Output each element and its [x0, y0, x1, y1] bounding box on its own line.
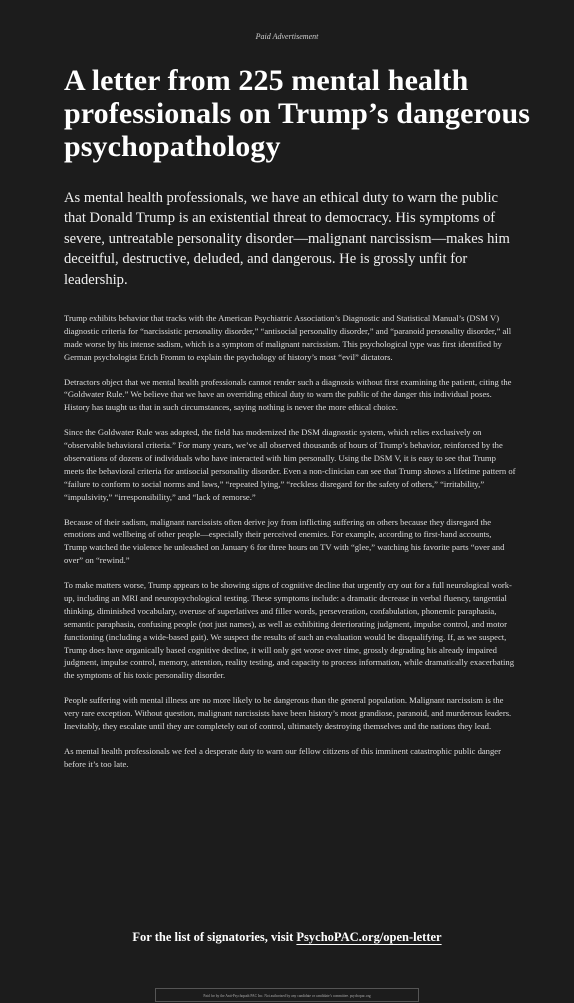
body-paragraph-7: As mental health professionals we feel a desperate duty to warn our fellow citizens of this imminent catastrophic public danger before it’s too late.	[64, 745, 501, 769]
body-paragraph-4: Because of their sadism, malignant narcissists often derive joy from inflicting suffering on others because they disregard the emotions and wellbeing of other people—especially their perceived enemies. For example, according to first-hand accounts, Trump watched the violence he unleashed on January 6 for three hours on TV with “glee,” watching his favorite parts “over and over” on “rewind.”	[64, 516, 505, 566]
body-paragraph-2: Detractors object that we mental health professionals cannot render such a diagnosis without first examining the patient, citing the “Goldwater Rule.” We believe that we have an overriding ethical duty to warn the public of the danger this individual poses. History has taught us that in such circumstances, saying nothing is never the more ethical choice.	[64, 376, 512, 413]
signatories-link[interactable]: PsychoPAC.org/open-letter	[296, 930, 442, 944]
signatories-callout	[0, 930, 574, 945]
body-paragraph-1: Trump exhibits behavior that tracks with the American Psychiatric Association’s Diagnostic and Statistical Manual’s (DSM V) diagnostic criteria for “narcissistic personality disorder,” “antisocial personality disorder,” and “paranoid personality disorder,” all made worse by his intense sadism, which is a symptom of malignant narcissism. This psychological type was first identified by German psychologist Erich Fromm to explain the psychology of history’s most “evil” dictators.	[64, 313, 512, 362]
body-paragraph-3: Since the Goldwater Rule was adopted, the field has modernized the DSM diagnostic system, which relies exclusively on “observable behavioral criteria.” For many years, we’ve all observed thousands of hours of Trump’s behavior, reinforced by the observations of dozens of individuals who have interacted with him personally. Using the DSM V, it is easy to see that Trump meets the behavioral criteria for antisocial personality disorder. Even a non-clinician can see that Trump shows a lifetime pattern of “failure to conform to social norms and laws,” “repeated lying,” “reckless disregard for the safety of others,” “irritability,” “impulsivity,” “irresponsibility,” and “lack of remorse.”	[64, 427, 516, 502]
paid-advertisement-label: Paid Advertisement	[255, 32, 319, 41]
intro-paragraph: As mental health professionals, we have an ethical duty to warn the public that Donald Trump is an existential threat to democracy. His symptoms of severe, untreatable personality disorder—malignant narcissism—makes him deceitful, destructive, deluded, and dangerous. He is grossly unfit for leadership.	[64, 190, 510, 288]
letter-body	[64, 312, 516, 783]
signatories-text: For the list of signatories, visit	[132, 930, 297, 944]
paid-for-disclaimer: Paid for by the Anti-Psychopath PAC Inc. Not authorized by any candidate or candidate’s committee. psychopac.org	[155, 988, 419, 1002]
body-paragraph-5: To make matters worse, Trump appears to be showing signs of cognitive decline that urgently cry out for a full neurological work-up, including an MRI and neuropsychological testing. These symptoms include: a dramatic decrease in verbal fluency, tangential thinking, diminished vocabulary, overuse of superlatives and filler words, perseveration, confabulation, phonemic paraphasia, semantic paraphasia, confusing people (not just names), as well as exhibiting deteriorating judgment, impulse control, and motor functioning (including a wide-based gait). We suspect the results of such an evaluation would be disqualifying. If, as we suspect, Trump does have organically based cognitive decline, it will only get worse over time, grossly degrading his already impaired judgment, impulse control, memory, attention, reality testing, and capacity to process information, while dramatically exacerbating the symptoms of his toxic personality disorder.	[64, 580, 515, 681]
headline: A letter from 225 mental health professionals on Trump’s dangerous psychopathology	[64, 64, 531, 163]
body-paragraph-6: People suffering with mental illness are no more likely to be dangerous than the general population. Malignant narcissism is the very rare exception. Without question, malignant narcissists have been history’s most grandiose, paranoid, and murderous leaders. Inevitably, they escalate until they are completely out of control, ultimately destroying themselves and the nations they lead.	[64, 695, 512, 732]
